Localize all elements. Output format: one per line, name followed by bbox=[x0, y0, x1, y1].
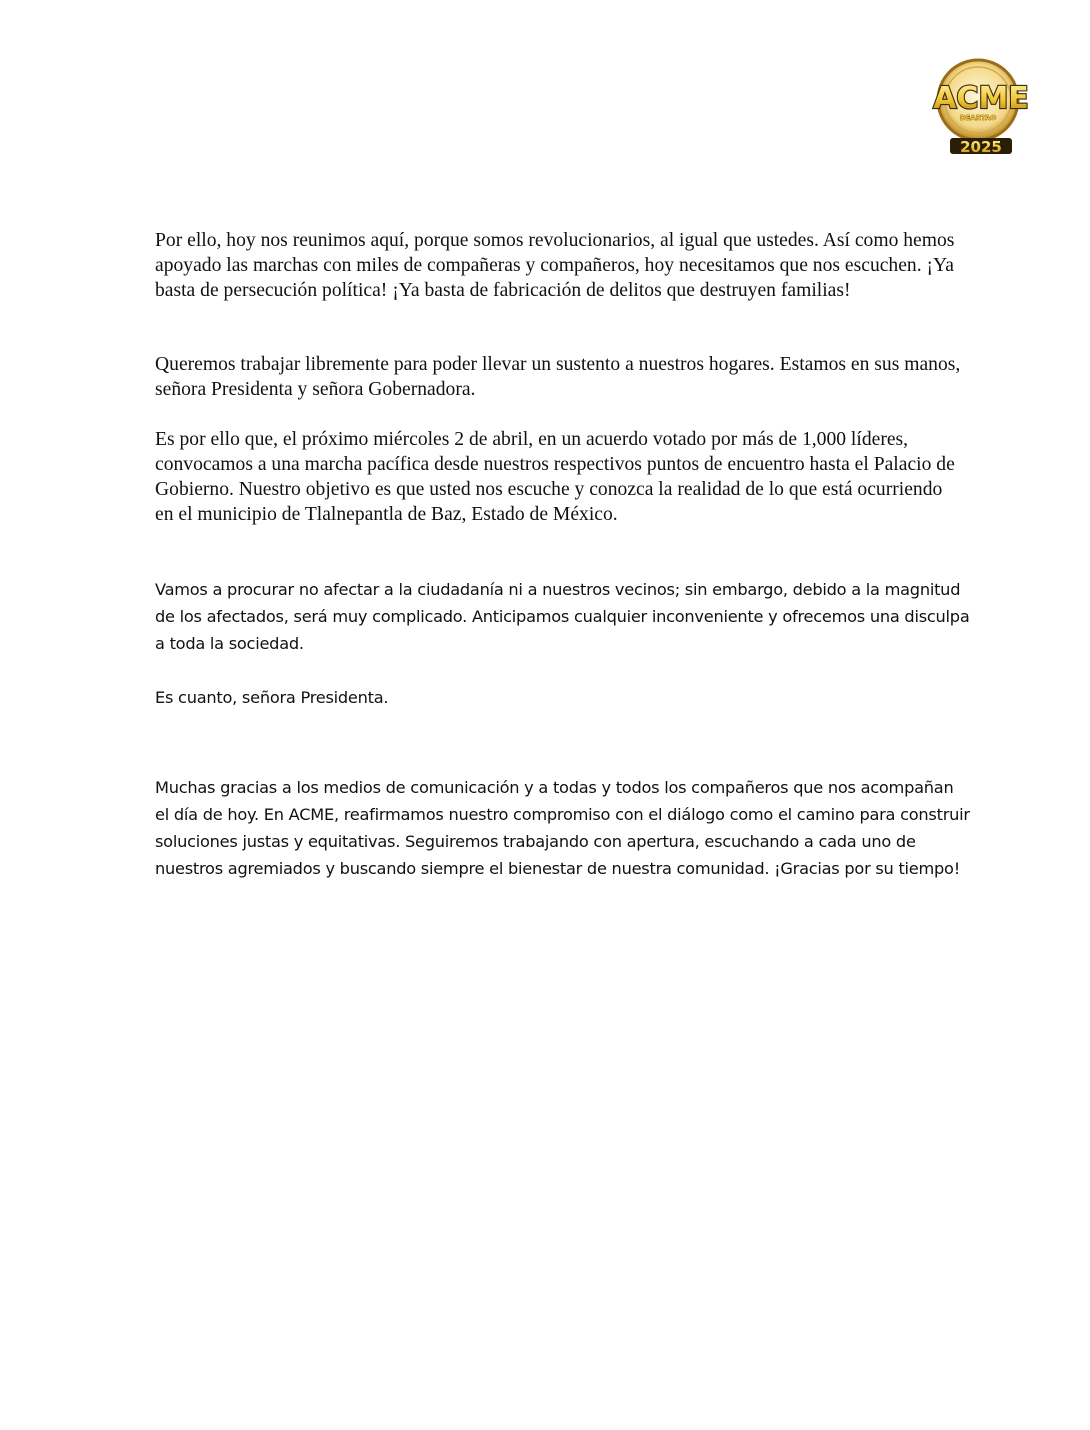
logo-brand-text: ACME bbox=[933, 81, 1029, 116]
paragraph-work-freely: Queremos trabajar libremente para poder llevar un sustento a nuestros hogares. Estamos en sus manos, señora Presidenta y señora Gobernadora. bbox=[155, 354, 961, 400]
paragraph-persecution: Por ello, hoy nos reunimos aquí, porque somos revolucionarios, al igual que ustedes. Así como hemos apoyado las marchas con miles de compañeras y compañeros, hoy necesitamos que nos escuchen. ¡Ya basta de persecución política! ¡Ya basta de fabricación de delitos que destruyen familias! bbox=[155, 230, 955, 301]
paragraph-march-call: Es por ello que, el próximo miércoles 2 de abril, en un acuerdo votado por más de 1,000 líderes, convocamos a una marcha pacífica desde nuestros respectivos puntos de encuentro hasta el Palacio de Gobierno. Nuestro objetivo es que usted nos escuche y conozca la realidad de lo que está ocurriendo en el municipio de Tlalnepantla de Baz, Estado de México. bbox=[155, 429, 955, 525]
logo-year-text: 2025 bbox=[960, 138, 1002, 156]
logo-subtitle-text: DEARTAO bbox=[959, 114, 997, 122]
acme-logo bbox=[920, 54, 1042, 158]
paragraph-closing-line: Es cuanto, señora Presidenta. bbox=[155, 688, 389, 707]
paragraph-apology: Vamos a procurar no afectar a la ciudadanía ni a nuestros vecinos; sin embargo, debido a la magnitud de los afectados, será muy complicado. Anticipamos cualquier inconveniente y ofrecemos una disculpa a toda la sociedad. bbox=[155, 580, 970, 653]
paragraph-thanks: Muchas gracias a los medios de comunicación y a todas y todos los compañeros que nos acompañan el día de hoy. En ACME, reafirmamos nuestro compromiso con el diálogo como el camino para construir soluciones justas y equitativas. Seguiremos trabajando con apertura, escuchando a cada uno de nuestros agremiados y buscando siempre el bienestar de nuestra comunidad. ¡Gracias por su tiempo! bbox=[155, 778, 970, 878]
